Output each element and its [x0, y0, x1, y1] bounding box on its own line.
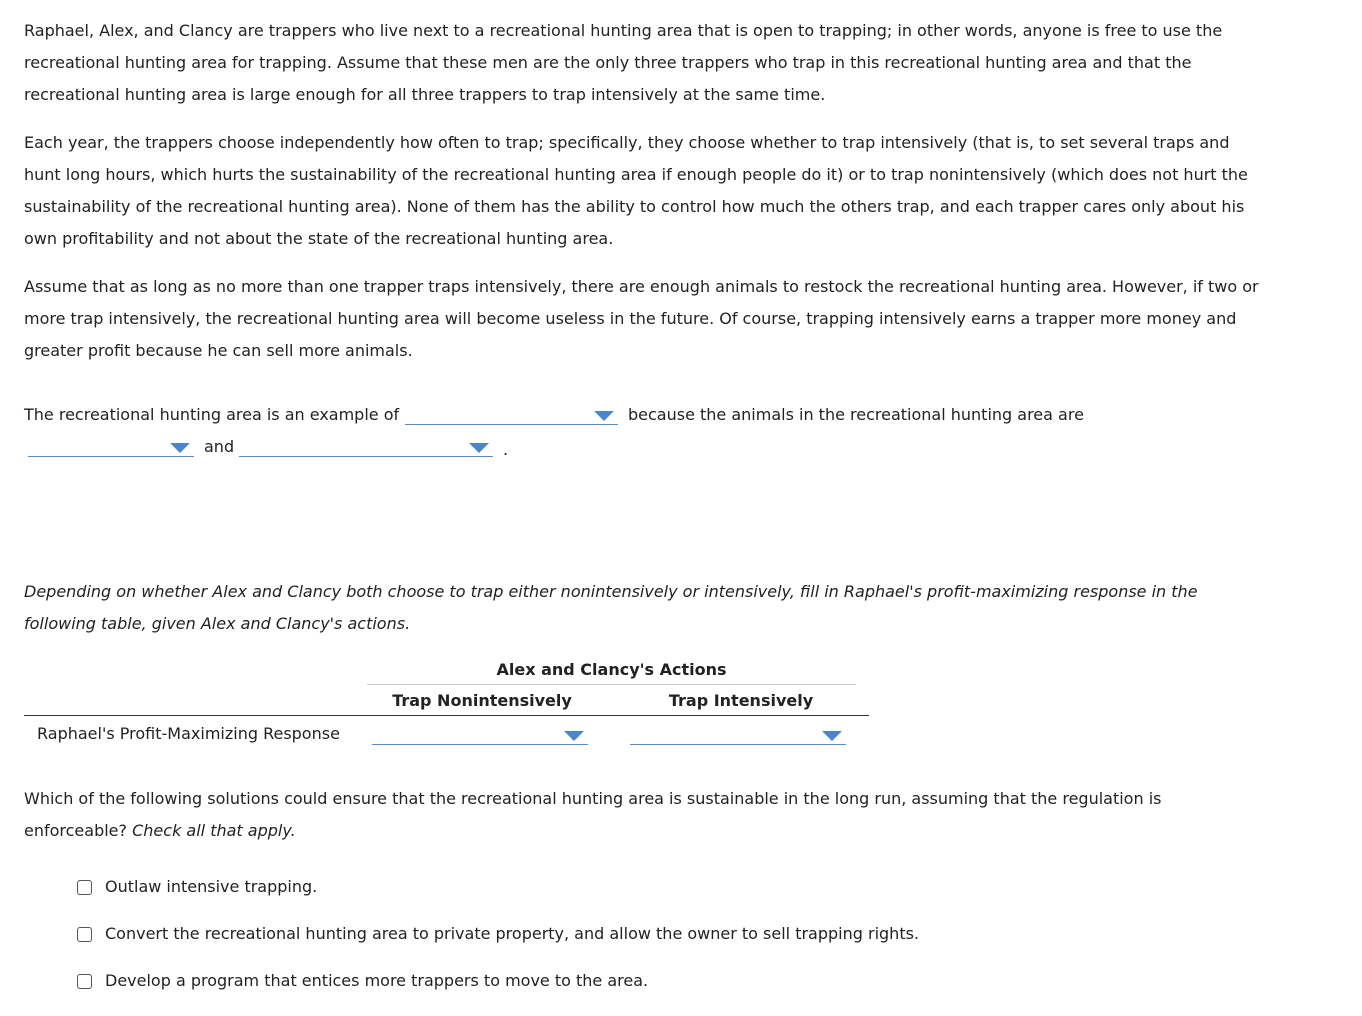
- q1-period: .: [503, 440, 509, 459]
- chevron-down-icon: [822, 731, 842, 741]
- q1-text-part1: The recreational hunting area is an example of: [24, 405, 400, 424]
- q1-text-part2: because the animals in the recreational hunting area are: [628, 405, 1084, 424]
- table-super-header: Alex and Clancy's Actions: [367, 660, 856, 685]
- q1-and-text: and: [204, 437, 235, 456]
- checkbox[interactable]: [77, 880, 92, 895]
- response-intensive-dropdown[interactable]: [630, 722, 846, 745]
- chevron-down-icon: [564, 731, 584, 741]
- table-divider: [24, 715, 869, 716]
- q3-question: [24, 783, 1264, 847]
- table-col-intensive: Trap Intensively: [668, 691, 814, 710]
- excludability-dropdown[interactable]: [239, 434, 493, 457]
- intro-paragraph-1: Raphael, Alex, and Clancy are trappers who live next to a recreational hunting area that is open to trapping; in other words, anyone is free to use the recreational hunting area for trapping. Assume that these men are the only three trappers who trap in this recreational hunting area and that the recreational hunting area is large enough for all three trappers to trap intensively at the same time.: [24, 21, 1223, 104]
- option-label: Outlaw intensive trapping.: [105, 877, 318, 896]
- q3-hint: Check all that apply.: [132, 821, 296, 840]
- chevron-down-icon: [170, 443, 190, 453]
- goods-type-dropdown[interactable]: [405, 402, 618, 425]
- option-label: Develop a program that entices more trappers to move to the area.: [105, 971, 649, 990]
- chevron-down-icon: [594, 411, 614, 421]
- table-col-nonintensive: Trap Nonintensively: [392, 691, 572, 710]
- table-row-label: Raphael's Profit-Maximizing Response: [37, 724, 340, 743]
- q3-question-text: Which of the following solutions could ensure that the recreational hunting area is sustainable in the long run, assuming that the regulation is enforceable?: [24, 789, 1162, 840]
- rivalry-dropdown[interactable]: [28, 434, 194, 457]
- intro-paragraph-3: Assume that as long as no more than one trapper traps intensively, there are enough animals to restock the recreational hunting area. However, if two or more trap intensively, the recreational hunting area will become useless in the future. Of course, trapping intensively earns a trapper more money and greater profit because he can sell more animals.: [24, 277, 1259, 360]
- option-label: Convert the recreational hunting area to private property, and allow the owner to sell trapping rights.: [105, 924, 920, 943]
- response-nonintensive-dropdown[interactable]: [372, 722, 588, 745]
- checkbox[interactable]: [77, 974, 92, 989]
- q2-instructions: Depending on whether Alex and Clancy both choose to trap either nonintensively or intensively, fill in Raphael's profit-maximizing response in the following table, given Alex and Clancy's actions.: [24, 582, 1198, 633]
- chevron-down-icon: [469, 443, 489, 453]
- checkbox[interactable]: [77, 927, 92, 942]
- intro-paragraph-2: Each year, the trappers choose independently how often to trap; specifically, they choose whether to trap intensively (that is, to set several traps and hunt long hours, which hurts the sustainability of the recreational hunting area if enough people do it) or to trap nonintensively (which does not hurt the sustainability of the recreational hunting area). None of them has the ability to control how much the others trap, and each trapper cares only about his own profitability and not about the state of the recreational hunting area.: [24, 133, 1248, 248]
